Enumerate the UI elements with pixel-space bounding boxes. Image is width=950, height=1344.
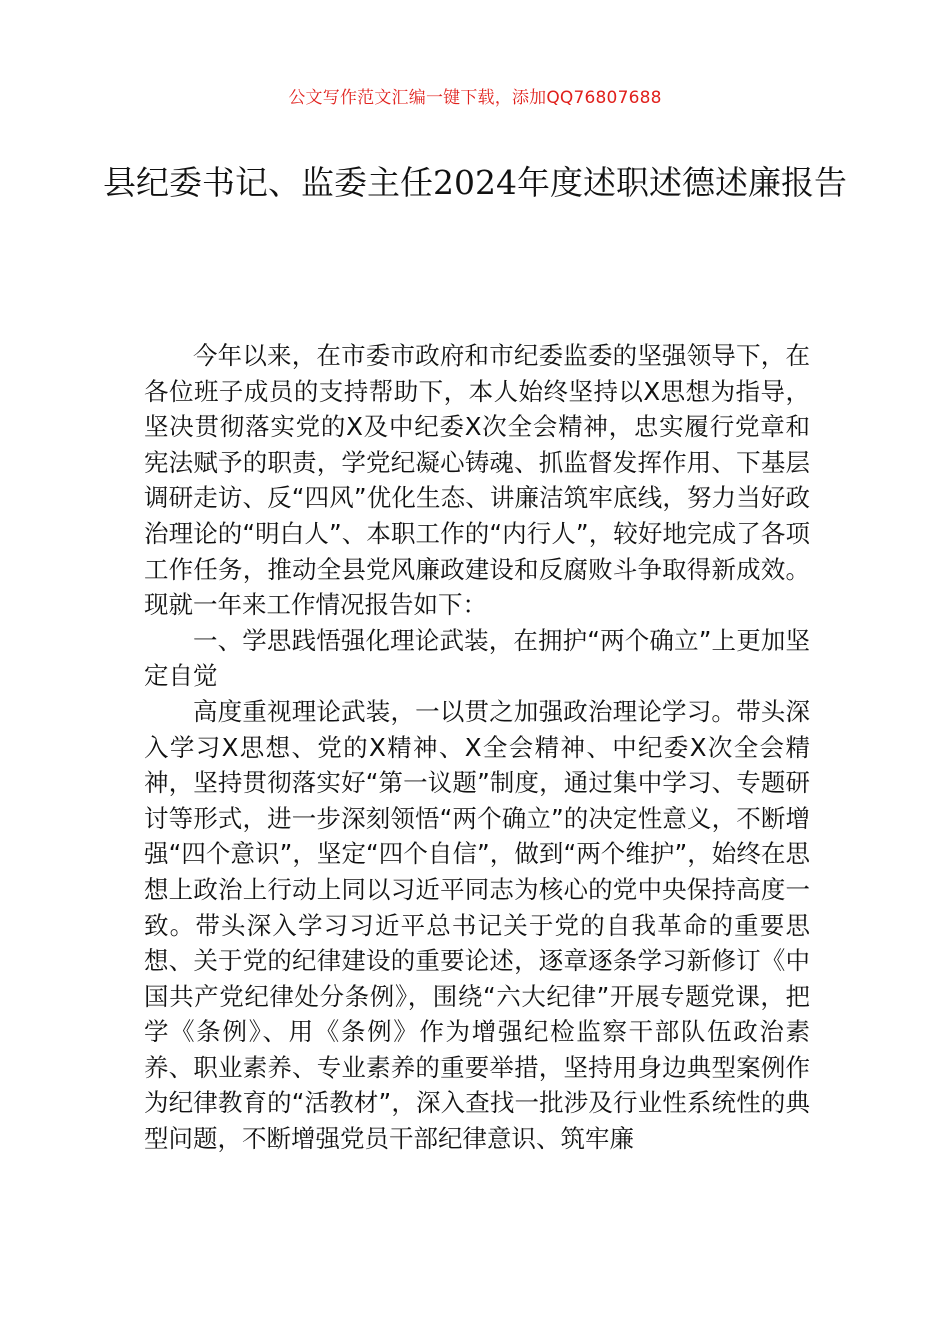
intro-paragraph: 今年以来，在市委市政府和市纪委监委的坚强领导下，在各位班子成员的支持帮助下，本人始终坚持以X思想为指导，坚决贯彻落实党的X及中纪委X次全会精神，忠实履行党章和宪法赋予的职责，学党纪凝心铸魂、抓监督发挥作用、下基层调研走访、反“四风”优化生态、讲廉洁筑牢底线，努力当好政治理论的“明白人”、本职工作的“内行人”，较好地完成了各项工作任务，推动全县党风廉政建设和反腐败斗争取得新成效。现就一年来工作情况报告如下：: [144, 341, 810, 620]
promo-header-text: 公文写作范文汇编一键下载，添加QQ76807688: [288, 88, 662, 108]
document-title: 县纪委书记、监委主任2024年度述职述德述廉报告: [103, 163, 847, 202]
body-paragraph: 高度重视理论武装，一以贯之加强政治理论学习。带头深入学习X思想、党的X精神、X全会精神、中纪委X次全会精神，坚持贯彻落实好“第一议题”制度，通过集中学习、专题研讨等形式，进一步深刻领悟“两个确立”的决定性意义，不断增强“四个意识”，坚定“四个自信”，做到“两个维护”，始终在思想上政治上行动上同以习近平同志为核心的党中央保持高度一致。带头深入学习习近平总书记关于党的自我革命的重要思想、关于党的纪律建设的重要论述，逐章逐条学习新修订《中国共产党纪律处分条例》，围绕“六大纪律”开展专题党课，把学《条例》、用《条例》作为增强纪检监察干部队伍政治素养、职业素养、专业素养的重要举措，坚持用身边典型案例作为纪律教育的“活教材”，深入查找一批涉及行业性系统性的典型问题，不断增强党员干部纪律意识、筑牢廉: [144, 696, 810, 1154]
document-body: [144, 338, 810, 1157]
section-heading: 一、学思践悟强化理论武装，在拥护“两个确立”上更加坚定自觉: [144, 625, 810, 691]
